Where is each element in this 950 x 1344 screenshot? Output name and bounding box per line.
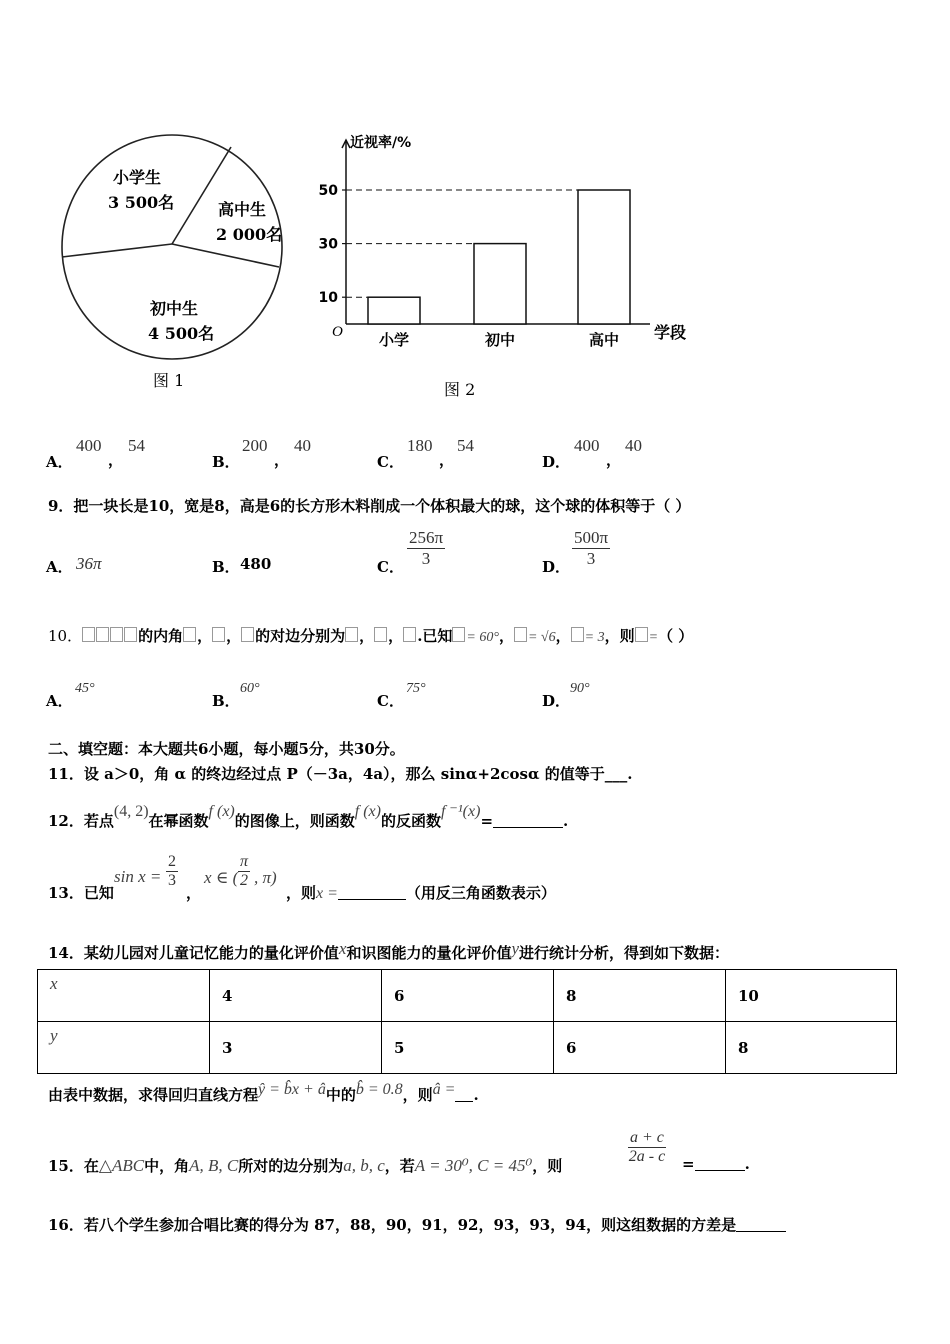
q10-option-c-value: 75° — [406, 681, 426, 696]
q8-option-c-sep: ， — [439, 451, 455, 469]
q15-question — [48, 1155, 562, 1176]
text: 进行统计分析，得到如下数据： — [519, 944, 730, 962]
q13-question — [48, 882, 114, 903]
q8-option-b-v2: 40 — [294, 436, 311, 455]
text: ， — [388, 627, 404, 645]
x-tick-label: 初中 — [484, 331, 516, 349]
q8-option-c-v2: 54 — [457, 436, 474, 455]
math: ŷ = b̂x + â — [258, 1081, 326, 1098]
table-cell: 5 — [382, 1022, 554, 1074]
table-cell: 8 — [554, 970, 726, 1022]
sector-name: 初中生 — [150, 299, 199, 318]
math: A, B, C — [189, 1156, 239, 1175]
table-row — [38, 970, 897, 1022]
q8-option-a-sep: ， — [108, 451, 124, 469]
text: ，则 — [402, 1086, 433, 1104]
text: （用反三角函数表示） — [405, 884, 556, 902]
text: 所对的边分别为 — [238, 1157, 344, 1175]
q10-option-b-value: 60° — [240, 681, 260, 696]
q14-question — [48, 939, 730, 963]
sector-count: 2 000名 — [216, 225, 283, 244]
fraction-denominator: 2 — [240, 872, 248, 889]
q9-option-d-label: D． — [542, 558, 571, 576]
missing-glyph-placeholder — [345, 627, 358, 642]
q10-option-d-label: D． — [542, 692, 571, 710]
q10-option-a-value: 45° — [75, 681, 95, 696]
q12-question — [48, 803, 569, 831]
q10-question: 10． 的内角 ， ， 的对边分别为 ， ， .已知 = 60°， = √6， = 3，则 =（ ） — [48, 627, 694, 645]
x-axis-label: 学段 — [654, 323, 687, 342]
text: 中的 — [325, 1086, 356, 1104]
y-tick-label: 30 — [318, 236, 338, 253]
text: 和识图能力的量化评价值 — [346, 944, 512, 962]
missing-glyph-placeholder — [571, 627, 584, 642]
fraction-numerator: 256π — [409, 528, 444, 547]
math: a, b, c — [343, 1156, 385, 1175]
math: = 3 — [584, 630, 605, 645]
math: x = — [316, 885, 338, 902]
table-cell: y — [38, 1022, 210, 1074]
q9-option-a-label: A． — [46, 558, 73, 576]
text: 的对边分别为 — [255, 627, 346, 645]
data-table — [37, 969, 897, 1074]
missing-glyph-placeholder — [374, 627, 387, 642]
q14-followup — [48, 1081, 479, 1105]
x-tick-label: 高中 — [588, 331, 620, 349]
q9-option-c-fraction — [407, 528, 445, 569]
answer-blank[interactable] — [493, 827, 563, 828]
math: (4, 2) — [113, 803, 149, 820]
q13-fraction-2 — [238, 853, 250, 890]
fraction-denominator: 3 — [421, 549, 431, 568]
math: f (x) — [208, 803, 235, 820]
missing-glyph-placeholder — [241, 627, 254, 642]
figure1-caption: 图 1 — [153, 371, 185, 390]
sector-name: 小学生 — [113, 168, 162, 187]
fraction-denominator: 3 — [168, 872, 176, 889]
q10-option-d-value: 90° — [570, 681, 590, 696]
table-cell: 10 — [726, 970, 897, 1022]
q8-option-d-sep: ， — [606, 451, 622, 469]
q9-option-a-value: 36π — [76, 554, 102, 573]
text: 12．若点 — [48, 812, 114, 830]
q8-option-b-sep: ， — [274, 451, 290, 469]
text: 13．已知 — [48, 884, 114, 902]
math: = 60° — [466, 630, 499, 645]
q13-fraction-1 — [166, 853, 178, 890]
math: f ⁻¹(x) — [440, 803, 481, 820]
table-cell: 3 — [210, 1022, 382, 1074]
table-row — [38, 1022, 897, 1074]
missing-glyph-placeholder — [183, 627, 196, 642]
q11-question: 11．设 a＞0，角 α 的终边经过点 P（－3a，4a），那么 sinα+2cosα 的值等于___. — [48, 765, 633, 783]
math: y — [511, 939, 519, 958]
missing-glyph-placeholder — [635, 627, 648, 642]
q8-option-b-label: B． — [212, 453, 240, 471]
q9-option-b-value: 480 — [240, 555, 272, 573]
origin-label: O — [332, 324, 343, 340]
text: 16．若八个学生参加合唱比赛的得分为 87，88，90，91，92，93，93，94，则这组数据的方差是 — [48, 1216, 737, 1234]
fraction-numerator: π — [240, 853, 249, 870]
q10-option-b-label: B． — [212, 692, 240, 710]
text: ，则 — [532, 1157, 563, 1175]
q8-option-a-v1: 400 — [76, 436, 102, 455]
math: b̂ = 0.8 — [355, 1081, 403, 1098]
q9-question: 9．把一块长是10，宽是8，高是6的长方形木料削成一个体积最大的球，这个球的体积等于（ ） — [48, 497, 691, 515]
q15-answer — [682, 1155, 750, 1173]
text: 的图像上，则函数 — [234, 812, 355, 830]
bar-chart-figure — [310, 120, 710, 365]
q10-option-a-label: A． — [46, 692, 73, 710]
fraction-numerator: a + c — [630, 1129, 664, 1146]
answer-blank[interactable] — [338, 899, 406, 900]
missing-glyph-placeholder — [212, 627, 225, 642]
sector-name: 高中生 — [218, 200, 267, 219]
q8-option-a-label: A． — [46, 453, 73, 471]
math: f (x) — [354, 803, 381, 820]
fraction-denominator: 2a - c — [628, 1148, 666, 1165]
q8-option-c-v1: 180 — [407, 436, 433, 455]
pie-label-junior — [148, 296, 214, 346]
text: 中，角 — [144, 1157, 190, 1175]
q8-option-d-label: D． — [542, 453, 571, 471]
sector-count: 3 500名 — [108, 193, 175, 212]
text: ，则 — [604, 627, 635, 645]
question-number: 10． — [48, 627, 83, 645]
text: . — [563, 812, 569, 830]
table-cell: 6 — [382, 970, 554, 1022]
text: . — [744, 1155, 750, 1173]
bar — [578, 190, 630, 324]
text: ，则 — [286, 884, 317, 902]
text: 的内角 — [138, 627, 184, 645]
text: ， — [359, 627, 375, 645]
sector-count: 4 500名 — [148, 324, 215, 343]
answer-blank[interactable] — [736, 1231, 786, 1232]
table-cell: 6 — [554, 1022, 726, 1074]
q16-question — [48, 1214, 786, 1235]
q13-domain-end: , π) — [254, 868, 277, 887]
q8-option-b-v1: 200 — [242, 436, 268, 455]
text: 15．在 — [48, 1157, 99, 1175]
text: ， — [197, 627, 213, 645]
math: △ABC — [98, 1156, 145, 1175]
q13-sin-expr: sin x = — [114, 867, 162, 886]
math: = — [648, 630, 659, 645]
missing-glyph-placeholder — [82, 627, 138, 645]
text: 的反函数 — [380, 812, 441, 830]
text: （ ） — [658, 627, 694, 645]
text: ，若 — [384, 1157, 415, 1175]
y-axis-label: 近视率/% — [350, 135, 412, 151]
q9-option-d-fraction — [572, 528, 610, 569]
table-cell: 4 — [210, 970, 382, 1022]
pie-label-senior — [216, 197, 282, 247]
q9-option-b-label: B． — [212, 558, 240, 576]
missing-glyph-placeholder — [403, 627, 416, 642]
y-tick-label: 50 — [318, 183, 338, 199]
y-tick-label: 10 — [318, 290, 338, 307]
missing-glyph-placeholder — [452, 627, 465, 642]
text: = — [682, 1155, 695, 1173]
q10-option-c-label: C． — [377, 692, 404, 710]
math: A = 30⁰, C = 45⁰ — [414, 1156, 533, 1175]
answer-blank[interactable] — [695, 1170, 745, 1171]
text: 14．某幼儿园对儿童记忆能力的量化评价值 — [48, 944, 339, 962]
text: .已知 — [417, 627, 453, 645]
q13-comma: ， — [186, 884, 202, 902]
section-heading: 二、填空题：本大题共6小题，每小题5分，共30分。 — [48, 740, 405, 758]
q8-option-d-v1: 400 — [574, 436, 600, 455]
bar — [474, 244, 526, 324]
q8-option-c-label: C． — [377, 453, 404, 471]
q13-tail — [286, 882, 556, 903]
figure2-caption: 图 2 — [444, 380, 476, 399]
text: 由表中数据，求得回归直线方程 — [48, 1086, 259, 1104]
q8-option-a-v2: 54 — [128, 436, 145, 455]
math: = √6 — [527, 630, 556, 645]
q9-option-c-label: C． — [377, 558, 404, 576]
fraction-numerator: 2 — [168, 853, 176, 870]
x-tick-label: 小学 — [378, 331, 410, 349]
bar — [368, 297, 420, 324]
table-cell: 8 — [726, 1022, 897, 1074]
table-cell: x — [38, 970, 210, 1022]
math: x — [338, 939, 347, 958]
text: 在幂函数 — [148, 812, 209, 830]
q15-fraction — [628, 1129, 666, 1166]
text: = — [480, 812, 494, 830]
text: ， — [226, 627, 242, 645]
text: . — [473, 1086, 479, 1104]
fraction-denominator: 3 — [586, 549, 596, 568]
math: â = — [432, 1081, 456, 1098]
q13-domain-expr: x ∈ ( — [204, 868, 239, 887]
q8-option-d-v2: 40 — [625, 436, 642, 455]
pie-label-primary — [108, 165, 174, 215]
missing-glyph-placeholder — [514, 627, 527, 642]
fraction-numerator: 500π — [574, 528, 609, 547]
answer-blank[interactable] — [455, 1101, 473, 1102]
